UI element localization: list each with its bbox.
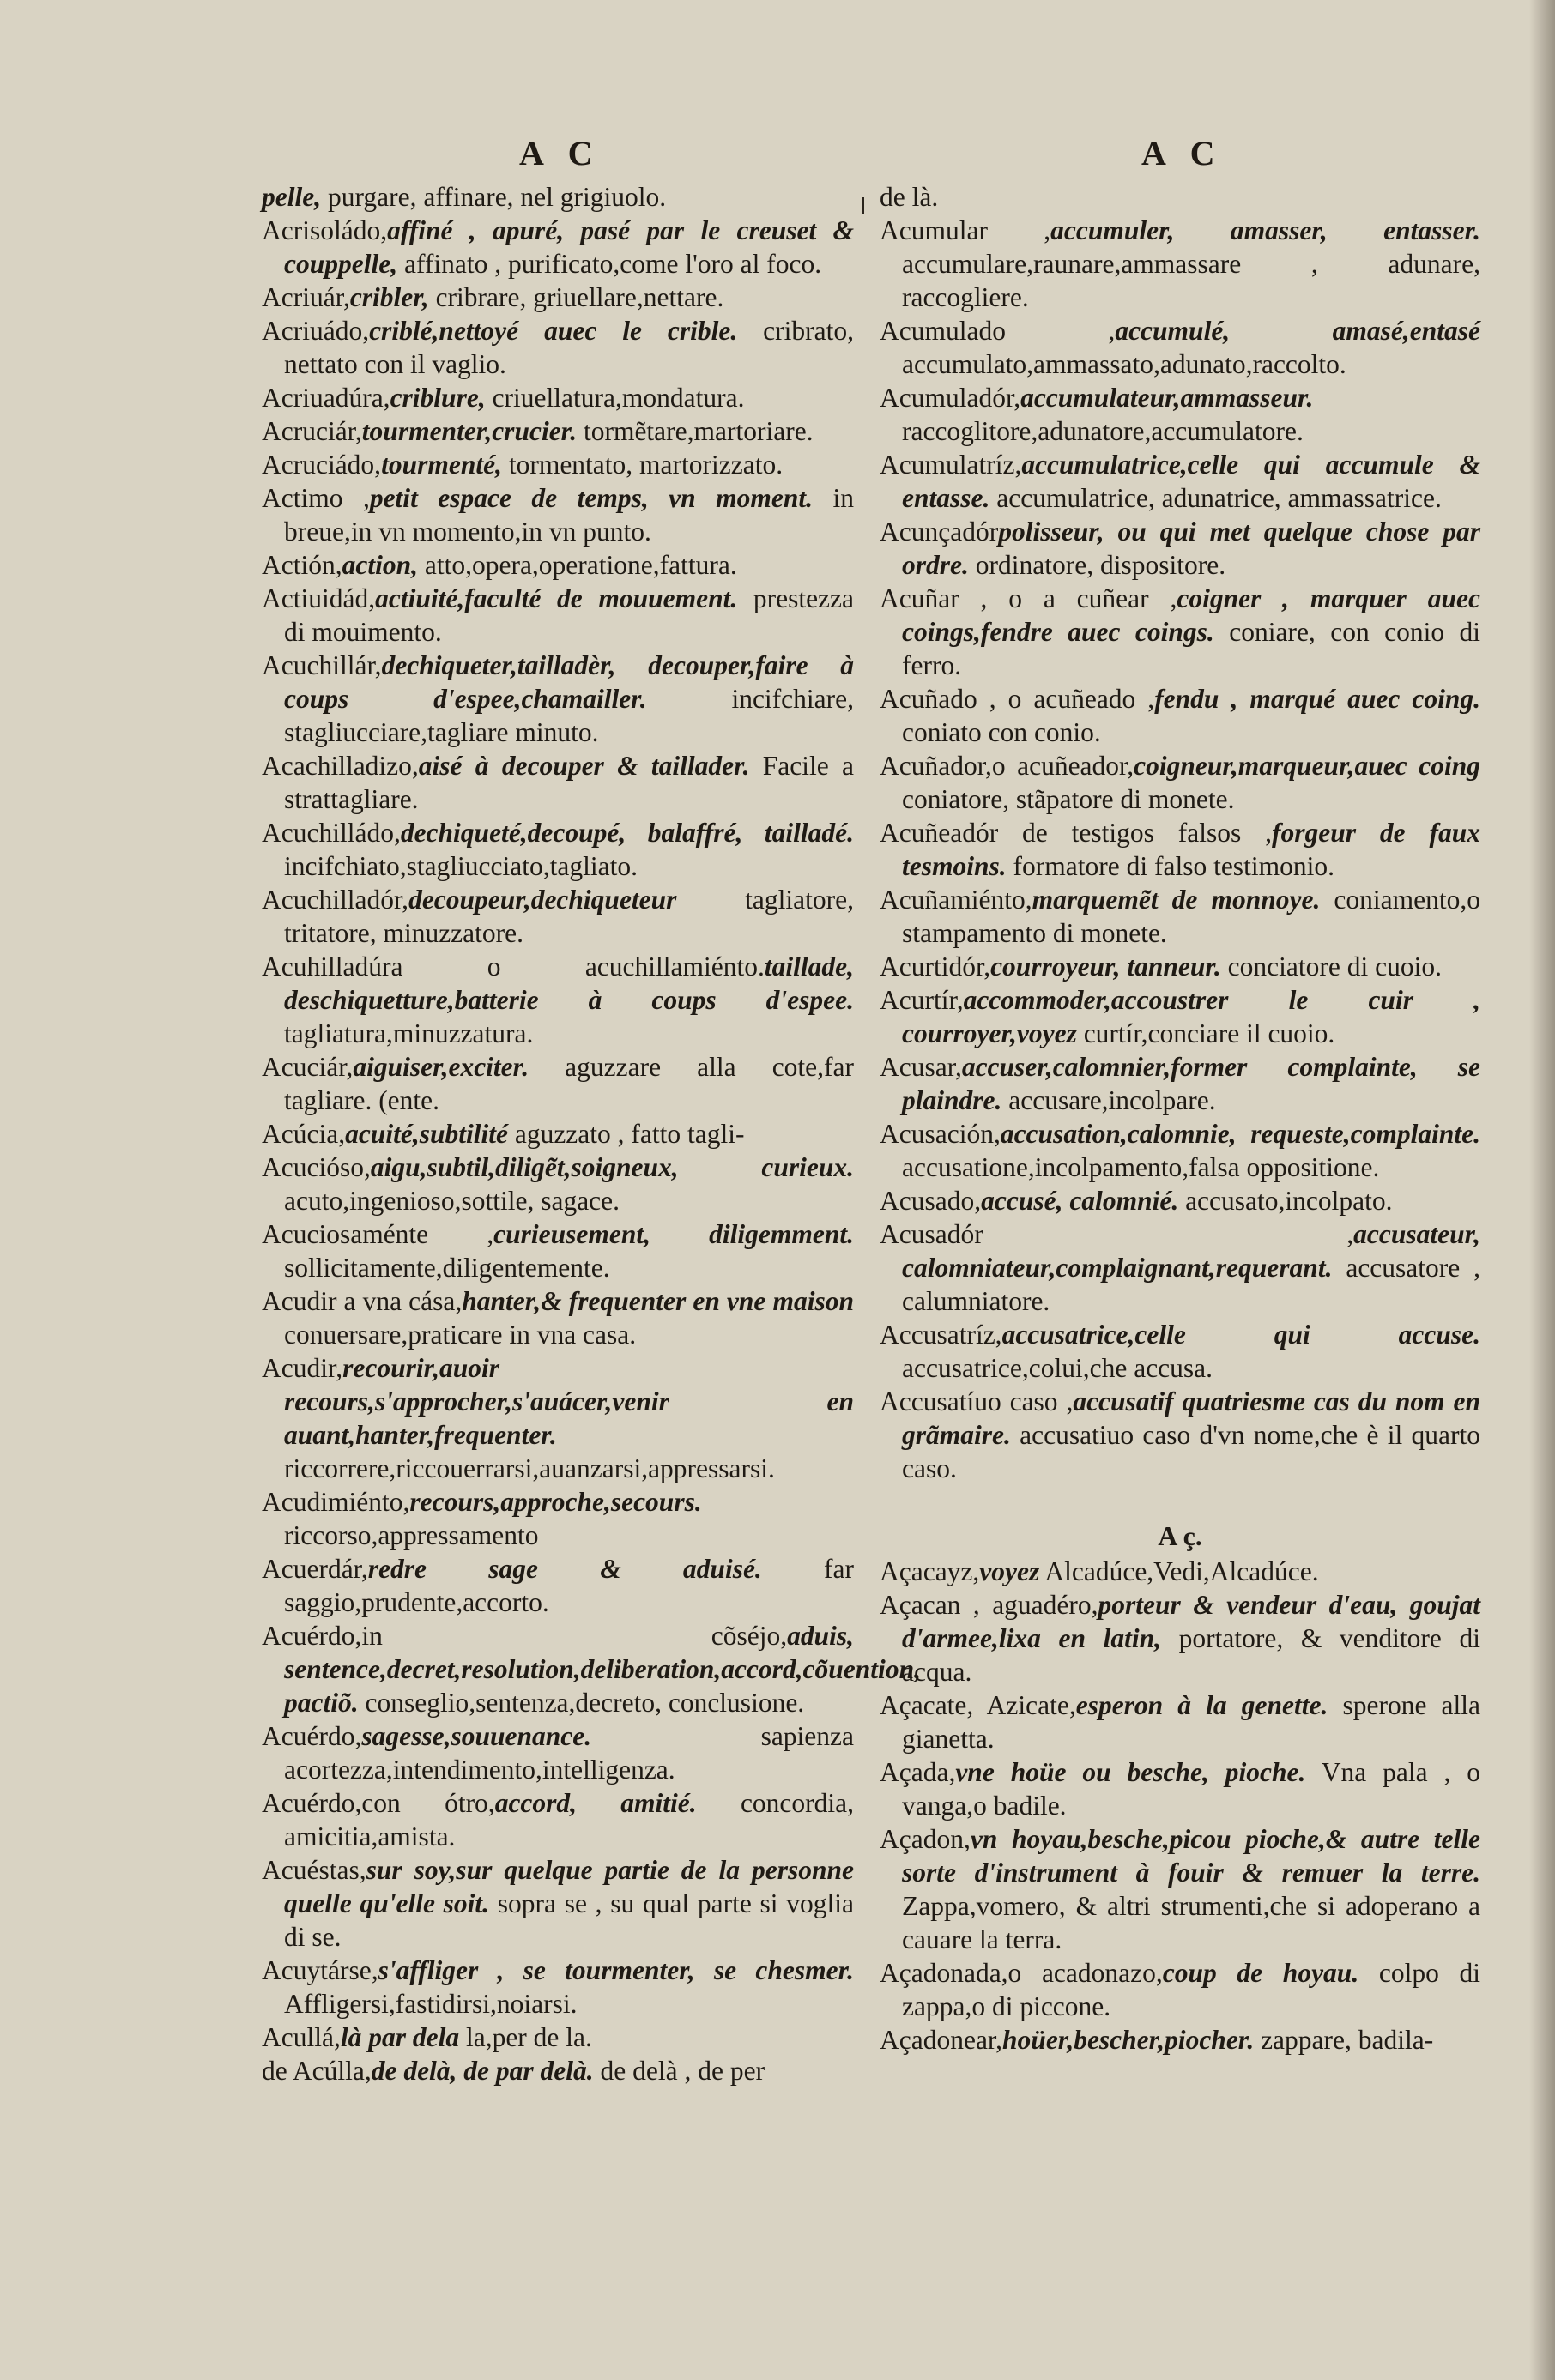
entry-italian-gloss: in breue,in vn momento,in vn punto. bbox=[284, 483, 855, 547]
entry-italian-gloss: purgare, affinare, nel grigiuolo. bbox=[327, 182, 667, 212]
entry-headword: Accusatríz, bbox=[880, 1320, 1002, 1350]
entry-french-gloss: dechiqueter,tailladèr, decouper,faire à coups d'espee,chamailler. bbox=[284, 650, 854, 714]
entry-headword: Acusar, bbox=[880, 1052, 962, 1082]
dictionary-entry bbox=[880, 1318, 1480, 1385]
entry-italian-gloss: Vna pala , o vanga,o badile. bbox=[902, 1757, 1480, 1821]
entry-french-gloss: vn hoyau,besche,picou pioche,& autre telle sorte d'instrument à fouir & remuer la terre. bbox=[902, 1824, 1480, 1888]
entry-french-gloss: taillade, deschiquetture,batterie à coups d'espee. bbox=[284, 951, 854, 1015]
dictionary-entry bbox=[262, 180, 854, 214]
entry-headword: Açadonear, bbox=[880, 2025, 1003, 2055]
entry-italian-gloss: la,per de la. bbox=[465, 2022, 592, 2052]
dictionary-entry bbox=[880, 1385, 1480, 1485]
entry-headword: Acumuladór, bbox=[880, 383, 1021, 413]
entry-french-gloss: acuité,subtilité bbox=[345, 1119, 508, 1149]
entry-italian-gloss: affinato , purificato,come l'oro al foco. bbox=[403, 249, 822, 279]
entry-french-gloss: accommoder,accoustrer le cuir , courroyer,voyez bbox=[902, 985, 1480, 1048]
entry-french-gloss: accord, amitié. bbox=[494, 1788, 697, 1818]
entry-french-gloss: courroyeur, tanneur. bbox=[990, 951, 1221, 982]
entry-french-gloss: sur soy,sur quelque partie de la personne quelle qu'elle soit. bbox=[284, 1855, 854, 1918]
entry-french-gloss: porteur & vendeur d'eau, goujat d'armee,lixa en latin, bbox=[902, 1590, 1480, 1653]
dictionary-entry bbox=[262, 2021, 854, 2054]
dictionary-entry bbox=[262, 1485, 854, 1552]
dictionary-entry bbox=[880, 1688, 1480, 1755]
dictionary-entry bbox=[880, 1217, 1480, 1318]
dictionary-entry bbox=[262, 883, 854, 950]
dictionary-entry bbox=[880, 1117, 1480, 1184]
entry-italian-gloss: tagliatura,minuzzatura. bbox=[284, 1018, 534, 1048]
entry-headword: Acullá, bbox=[262, 2022, 341, 2052]
dictionary-entry bbox=[880, 1588, 1480, 1688]
dictionary-entry bbox=[262, 1786, 854, 1853]
dictionary-entry bbox=[262, 448, 854, 481]
dictionary-entry bbox=[262, 1217, 854, 1284]
entry-italian-gloss: coniare, con conio di ferro. bbox=[902, 617, 1481, 680]
entry-french-gloss: aigu,subtil,diligẽt,soigneux, curieux. bbox=[370, 1152, 854, 1182]
entry-italian-gloss: concordia, amicitia,amista. bbox=[284, 1788, 854, 1851]
entry-french-gloss: sagesse,souuenance. bbox=[361, 1721, 592, 1751]
entry-headword: Acúcia, bbox=[262, 1119, 346, 1149]
entry-french-gloss: petit espace de temps, vn moment. bbox=[369, 483, 814, 513]
entry-french-gloss: de delà, de par delà. bbox=[371, 2056, 594, 2086]
dictionary-entry bbox=[262, 1151, 854, 1217]
dictionary-entry bbox=[880, 1956, 1480, 2023]
entry-french-gloss: action, bbox=[342, 550, 418, 580]
entry-french-gloss: decoupeur,dechiqueteur bbox=[408, 885, 677, 915]
dictionary-entry bbox=[880, 1755, 1480, 1822]
entry-headword: Acusado, bbox=[880, 1186, 982, 1216]
entry-french-gloss: hanter,& frequenter en vne maison bbox=[462, 1286, 855, 1316]
entry-headword: Açadonada,o acadonazo, bbox=[880, 1958, 1163, 1988]
dictionary-entry bbox=[880, 883, 1480, 950]
dictionary-entry bbox=[262, 816, 854, 883]
dictionary-entry bbox=[262, 314, 854, 381]
entry-french-gloss: dechiqueté,decoupé, balaffré, tailladé. bbox=[400, 818, 854, 848]
entry-headword: Acudimiénto, bbox=[262, 1487, 410, 1517]
section-heading: A ç. bbox=[1158, 1520, 1202, 1551]
entry-headword: Actiuidád, bbox=[262, 583, 376, 613]
entry-headword: Acuéstas, bbox=[262, 1855, 366, 1885]
dictionary-entry bbox=[262, 381, 854, 414]
entry-italian-gloss: sollicitamente,diligentemente. bbox=[284, 1253, 610, 1283]
entry-italian-gloss: riccorso,appressamento bbox=[284, 1520, 539, 1550]
dictionary-entry bbox=[262, 1117, 854, 1151]
dictionary-entry bbox=[262, 214, 854, 281]
entry-italian-gloss: formatore di falso testimonio. bbox=[1013, 851, 1334, 881]
entry-italian-gloss: tormentato, martorizzato. bbox=[508, 450, 784, 480]
entry-italian-gloss: cribrato, nettato con il vaglio. bbox=[284, 316, 854, 379]
entry-headword: Açacayz, bbox=[880, 1556, 980, 1586]
entry-headword: Acuciosaménte , bbox=[262, 1219, 494, 1249]
entry-italian-gloss: accusato,incolpato. bbox=[1185, 1186, 1393, 1216]
entry-headword: Acuérdo, bbox=[262, 1721, 362, 1751]
entry-italian-gloss: Zappa,vomero, & altri strumenti,che si adoperano a cauare la terra. bbox=[902, 1891, 1480, 1954]
entry-italian-gloss: accumulatrice, adunatrice, ammassatrice. bbox=[996, 483, 1442, 513]
column-rule bbox=[862, 197, 864, 214]
entry-italian-gloss: sapienza acortezza,intendimento,intelligenza. bbox=[284, 1721, 854, 1785]
dictionary-entry bbox=[262, 1050, 854, 1117]
entry-french-gloss: cribler, bbox=[349, 282, 429, 312]
entry-italian-gloss: prestezza di mouimento. bbox=[284, 583, 854, 647]
entry-french-gloss: vne hoüe ou besche, pioche. bbox=[955, 1757, 1306, 1787]
entry-french-gloss: criblure, bbox=[390, 383, 486, 413]
entry-french-gloss: marquemẽt de monnoye. bbox=[1032, 885, 1321, 915]
entry-headword: Acuñador,o acuñeador, bbox=[880, 751, 1134, 781]
dictionary-entry bbox=[262, 1853, 854, 1954]
entry-italian-gloss: ordinatore, dispositore. bbox=[975, 550, 1226, 580]
entry-headword: Acurtidór, bbox=[880, 951, 991, 982]
entry-headword: Acusación, bbox=[880, 1119, 1001, 1149]
dictionary-entry bbox=[262, 1954, 854, 2021]
dictionary-entry bbox=[262, 2054, 854, 2087]
entry-italian-gloss: cribrare, griuellare,nettare. bbox=[435, 282, 724, 312]
entry-french-gloss: pelle, bbox=[262, 182, 322, 212]
entry-italian-gloss: accusare,incolpare. bbox=[1008, 1085, 1216, 1115]
entry-french-gloss: accusateur, calomniateur,complaignant,requerant. bbox=[902, 1219, 1480, 1283]
entry-italian-gloss: zappare, badila- bbox=[1261, 2025, 1434, 2055]
entry-headword: Acuchillár, bbox=[262, 650, 382, 680]
entry-french-gloss: accusation,calomnie, requeste,complainte. bbox=[1000, 1119, 1480, 1149]
entry-headword: Acuciár, bbox=[262, 1052, 354, 1082]
running-head-right: A C bbox=[1141, 134, 1224, 172]
dictionary-entry bbox=[880, 515, 1480, 582]
entry-french-gloss: accusatif quatriesme cas du nom en grãmaire. bbox=[902, 1386, 1481, 1450]
dictionary-entry bbox=[880, 314, 1480, 381]
entry-italian-gloss: accusatiuo caso d'vn nome,che è il quarto caso. bbox=[902, 1420, 1480, 1483]
entry-headword: Acumular , bbox=[880, 215, 1051, 245]
entry-italian-gloss: conseglio,sentenza,decreto, conclusione. bbox=[365, 1688, 805, 1718]
entry-french-gloss: affiné , apuré, pasé par le creuset & couppelle, bbox=[284, 215, 854, 279]
entry-french-gloss: forgeur de faux tesmoins. bbox=[902, 818, 1481, 881]
entry-headword: Acusadór , bbox=[880, 1219, 1354, 1249]
entry-italian-gloss: raccoglitore,adunatore,accumulatore. bbox=[902, 416, 1304, 446]
entry-french-gloss: coigner , marquer auec coings,fendre auec coings. bbox=[902, 583, 1480, 647]
entry-headword: Acuerdár, bbox=[262, 1554, 368, 1584]
entry-french-gloss: coup de hoyau. bbox=[1162, 1958, 1359, 1988]
entry-italian-gloss: portatore, & venditore di acqua. bbox=[902, 1623, 1481, 1687]
entry-headword: Acrisoládo, bbox=[262, 215, 388, 245]
entry-italian-gloss: riccorrere,riccouerrarsi,auanzarsi,appressarsi. bbox=[284, 1453, 775, 1483]
entry-french-gloss: accuser,calomnier,former complainte, se plaindre. bbox=[902, 1052, 1480, 1115]
entry-french-gloss: coigneur,marqueur,auec coing bbox=[1134, 751, 1480, 781]
entry-french-gloss: là par dela bbox=[340, 2022, 460, 2052]
dictionary-entry bbox=[880, 950, 1480, 983]
entry-headword: Accusatíuo caso , bbox=[880, 1386, 1074, 1417]
dictionary-entry bbox=[880, 749, 1480, 816]
dictionary-entry bbox=[880, 816, 1480, 883]
dictionary-entry bbox=[880, 214, 1480, 314]
entry-headword: Acucióso, bbox=[262, 1152, 371, 1182]
entry-italian-gloss: curtír,conciare il cuoio. bbox=[1083, 1018, 1335, 1048]
entry-headword: Acudir a vna cása, bbox=[262, 1286, 463, 1316]
entry-french-gloss: s'affliger , se tourmenter, se chesmer. bbox=[378, 1955, 854, 1985]
entry-italian-gloss: accumulato,ammassato,adunato,raccolto. bbox=[902, 349, 1346, 379]
dictionary-entry bbox=[262, 1552, 854, 1619]
running-head-left: A C bbox=[519, 134, 602, 172]
dictionary-entry bbox=[262, 414, 854, 448]
entry-italian-gloss: Alcadúce,Vedi,Alcadúce. bbox=[1044, 1556, 1319, 1586]
entry-italian-gloss: conciatore di cuoio. bbox=[1227, 951, 1442, 982]
entry-french-gloss: polisseur, ou qui met quelque chose par ordre. bbox=[902, 516, 1480, 580]
entry-italian-gloss: accusatore , calumniatore. bbox=[902, 1253, 1481, 1316]
entry-headword: Acriuár, bbox=[262, 282, 350, 312]
entry-headword: Acachilladizo, bbox=[262, 751, 419, 781]
entry-french-gloss: accumulateur,ammasseur. bbox=[1020, 383, 1314, 413]
entry-italian-gloss: tormẽtare,martoriare. bbox=[583, 416, 814, 446]
dictionary-entry bbox=[880, 381, 1480, 448]
dictionary-entry bbox=[262, 281, 854, 314]
dictionary-entry bbox=[880, 682, 1480, 749]
dictionary-entry bbox=[880, 983, 1480, 1050]
entry-french-gloss: recours,approche,secours. bbox=[409, 1487, 702, 1517]
dictionary-entry bbox=[262, 481, 854, 548]
dictionary-entry bbox=[880, 1050, 1480, 1117]
entry-italian-gloss: coniamento,o stampamento di monete. bbox=[902, 885, 1480, 948]
dictionary-entry bbox=[880, 2023, 1480, 2057]
entry-headword: Acudir, bbox=[262, 1353, 343, 1383]
dictionary-entry bbox=[262, 749, 854, 816]
entry-french-gloss: aisé à decouper & taillader. bbox=[418, 751, 750, 781]
entry-french-gloss: aduis, sentence,decret,resolution,deliberation,accord,cõuention, pactiõ. bbox=[284, 1621, 921, 1718]
entry-french-gloss: accumulé, amasé,entasé bbox=[1115, 316, 1480, 346]
entry-headword: Açadon, bbox=[880, 1824, 971, 1854]
entry-headword: Acumulatríz, bbox=[880, 450, 1022, 480]
entry-french-gloss: fendu , marqué auec coing. bbox=[1154, 684, 1480, 714]
dictionary-entry bbox=[880, 1822, 1480, 1956]
entry-italian-gloss: coniato con conio. bbox=[902, 717, 1101, 747]
dictionary-entry bbox=[262, 1351, 854, 1485]
entry-headword: Açada, bbox=[880, 1757, 956, 1787]
entry-italian-gloss: accusatrice,colui,che accusa. bbox=[902, 1353, 1213, 1383]
entry-headword: Acuñeadór de testigos falsos , bbox=[880, 818, 1273, 848]
entry-french-gloss: accumuler, amasser, entasser. bbox=[1050, 215, 1480, 245]
dictionary-entry bbox=[880, 582, 1480, 682]
entry-italian-gloss: incifchiare, stagliucciare,tagliare minuto. bbox=[284, 684, 854, 747]
entry-headword: Acruciádo, bbox=[262, 450, 382, 480]
entry-italian-gloss: atto,opera,operatione,fattura. bbox=[424, 550, 737, 580]
entry-headword: Acuchilladór, bbox=[262, 885, 409, 915]
entry-italian-gloss: sopra se , su qual parte si voglia di se. bbox=[284, 1888, 855, 1952]
entry-french-gloss: redre sage & aduisé. bbox=[367, 1554, 762, 1584]
entry-headword: Acuñar , o a cuñear , bbox=[880, 583, 1177, 613]
entry-french-gloss: criblé,nettoyé auec le crible. bbox=[369, 316, 738, 346]
entry-italian-gloss: accumulare,raunare,ammassare , adunare, raccogliere. bbox=[902, 249, 1480, 312]
entry-headword: Acuérdo,con ótro, bbox=[262, 1788, 495, 1818]
dictionary-entry bbox=[262, 1619, 921, 1719]
entry-french-gloss: accusé, calomnié. bbox=[981, 1186, 1179, 1216]
entry-french-gloss: voyez bbox=[979, 1556, 1040, 1586]
entry-italian-gloss: de delà , de per bbox=[600, 2056, 765, 2086]
dictionary-entry bbox=[880, 1184, 1480, 1217]
entry-french-gloss: aiguiser,exciter. bbox=[353, 1052, 529, 1082]
entry-italian-gloss: far saggio,prudente,accorto. bbox=[284, 1554, 854, 1617]
dictionary-entry bbox=[262, 582, 854, 649]
entry-headword: Acurtír, bbox=[880, 985, 964, 1015]
entry-headword: Actimo , bbox=[262, 483, 370, 513]
dictionary-entry bbox=[880, 180, 1480, 214]
entry-headword: de Acúlla, bbox=[262, 2056, 372, 2086]
entry-headword: Açacan , aguadéro, bbox=[880, 1590, 1098, 1620]
entry-headword: Acunçadór bbox=[880, 516, 999, 547]
dictionary-entry bbox=[262, 950, 854, 1050]
entry-headword: Acruciár, bbox=[262, 416, 362, 446]
dictionary-entry bbox=[262, 548, 854, 582]
entry-italian-gloss: acuto,ingenioso,sottile, sagace. bbox=[284, 1186, 620, 1216]
dictionary-entry bbox=[262, 1284, 854, 1351]
entry-french-gloss: accumulatrice,celle qui accumule & entasse. bbox=[902, 450, 1480, 513]
entry-french-gloss: actiuité,faculté de mouuement. bbox=[375, 583, 738, 613]
entry-headword: Açacate, Azicate, bbox=[880, 1690, 1076, 1720]
entry-headword: Acuchilládo, bbox=[262, 818, 401, 848]
entry-italian-gloss: coniatore, stãpatore di monete. bbox=[902, 784, 1235, 814]
entry-headword: Actión, bbox=[262, 550, 342, 580]
entry-french-gloss: tourmenter,crucier. bbox=[361, 416, 578, 446]
dictionary-entry bbox=[880, 1555, 1480, 1588]
entry-french-gloss: recourir,auoir recours,s'approcher,s'auácer,venir en auant,hanter,frequenter. bbox=[284, 1353, 854, 1450]
entry-italian-gloss: colpo di zappa,o di piccone. bbox=[902, 1958, 1480, 2021]
entry-headword: Acuhilladúra o acuchillamiénto. bbox=[262, 951, 765, 982]
entry-italian-gloss: conuersare,praticare in vna casa. bbox=[284, 1320, 637, 1350]
entry-italian-gloss: Facile a strattagliare. bbox=[284, 751, 855, 814]
entry-french-gloss: curieusement, diligemment. bbox=[493, 1219, 855, 1249]
entry-french-gloss: accusatrice,celle qui accuse. bbox=[1001, 1320, 1480, 1350]
dictionary-entry bbox=[262, 1719, 854, 1786]
entry-headword: Acuñado , o acuñeado , bbox=[880, 684, 1155, 714]
entry-italian-gloss: incifchiato,stagliucciato,tagliato. bbox=[284, 851, 638, 881]
entry-headword: Acuérdo,in cõséjo, bbox=[262, 1621, 788, 1651]
entry-italian-gloss: de là. bbox=[880, 182, 939, 212]
entry-italian-gloss: Affligersi,fastidirsi,noiarsi. bbox=[284, 1989, 578, 2019]
entry-italian-gloss: accusatione,incolpamento,falsa oppositione. bbox=[902, 1152, 1380, 1182]
entry-french-gloss: hoüer,bescher,piocher. bbox=[1002, 2025, 1255, 2055]
entry-italian-gloss: aguzzare alla cote,far tagliare. (ente. bbox=[284, 1052, 854, 1115]
entry-headword: Acuñamiénto, bbox=[880, 885, 1032, 915]
entry-headword: Acriuádo, bbox=[262, 316, 370, 346]
dictionary-entry bbox=[880, 448, 1480, 515]
entry-headword: Acuytárse, bbox=[262, 1955, 378, 1985]
entry-italian-gloss: tagliatore, tritatore, minuzzatore. bbox=[284, 885, 854, 948]
entry-italian-gloss: aguzzato , fatto tagli- bbox=[514, 1119, 745, 1149]
dictionary-entry bbox=[262, 649, 854, 749]
right-column bbox=[880, 180, 1480, 2057]
entry-french-gloss: esperon à la genette. bbox=[1075, 1690, 1328, 1720]
entry-french-gloss: tourmenté, bbox=[381, 450, 502, 480]
entry-headword: Acumulado , bbox=[880, 316, 1116, 346]
entry-headword: Acriuadúra, bbox=[262, 383, 390, 413]
entry-italian-gloss: sperone alla gianetta. bbox=[902, 1690, 1480, 1754]
entry-italian-gloss: criuellatura,mondatura. bbox=[492, 383, 745, 413]
